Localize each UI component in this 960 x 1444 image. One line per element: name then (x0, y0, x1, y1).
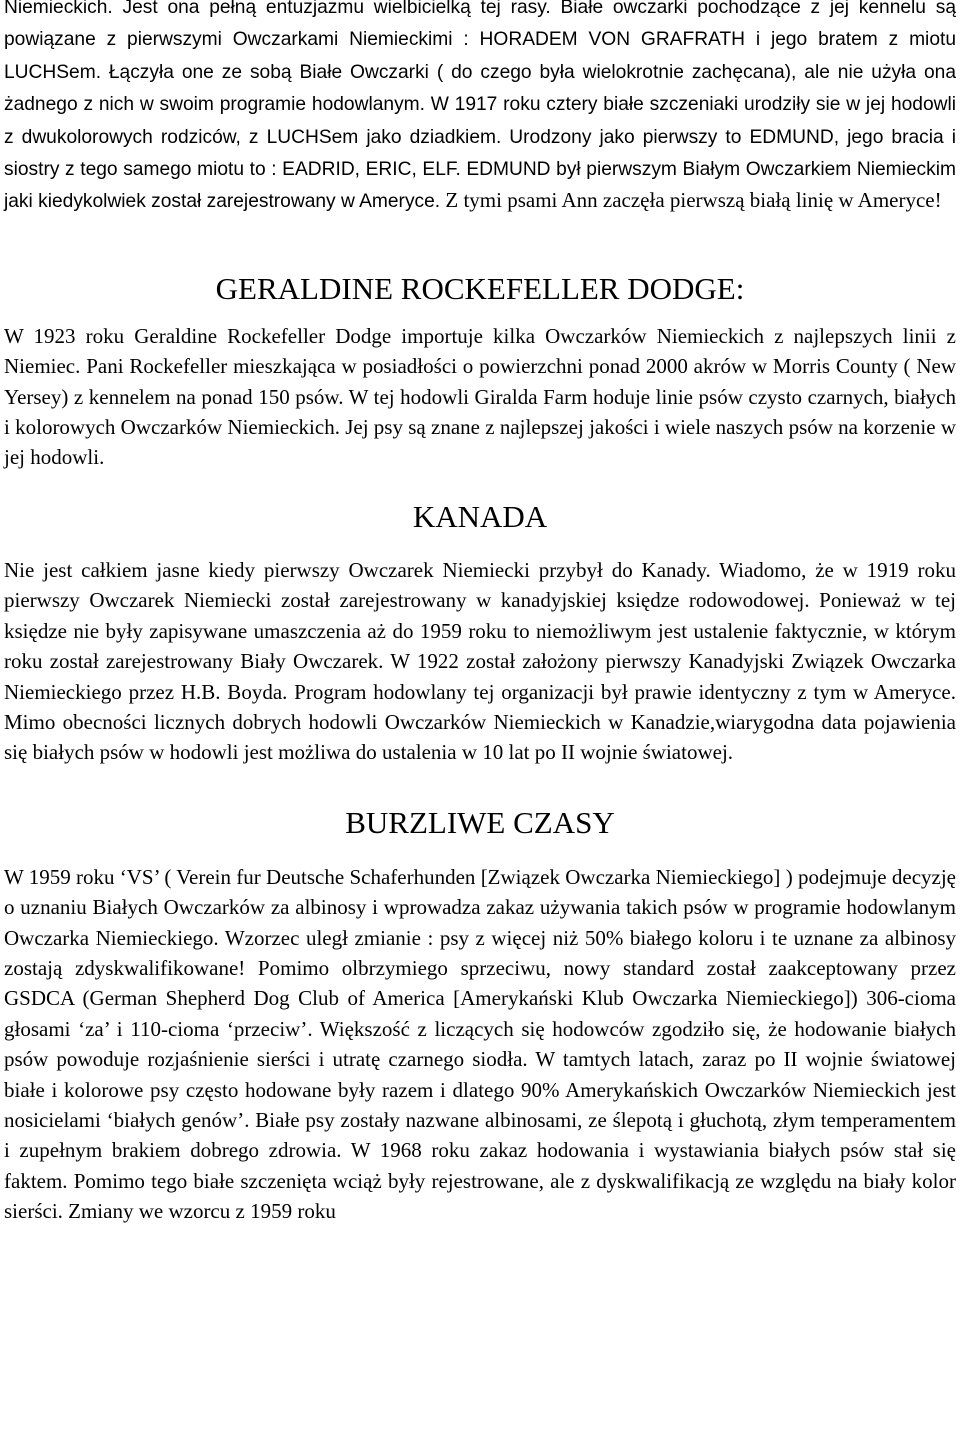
paragraph-burzliwe-czasy: W 1959 roku ‘VS’ ( Verein fur Deutsche Schaferhunden [Związek Owczarka Niemieckiego] ) podejmuje decyzję o uznaniu Białych Owczarków za albinosy i wprowadza zakaz używania takich psów w programie hodowlanym Owczarka Niemieckiego. Wzorzec uległ zmianie : psy z więcej niż 50% białego koloru i te uznane za albinosy zostają zdyskwalifikowane! Pomimo olbrzymiego sprzeciwu, nowy standard został zaakceptowany przez GSDCA (German Shepherd Dog Club of America [Amerykański Klub Owczarka Niemieckiego]) 306-cioma głosami ‘za’ i 110-cioma ‘przeciw’. Większość z liczących się hodowców zgodziło się, że hodowanie białych psów powoduje rozjaśnienie sierści i utratę czarnego siodła. W tamtych latach, zaraz po II wojnie światowej białe i kolorowe psy często hodowane były razem i dlatego 90% Amerykańskich Owczarków Niemieckich jest nosicielami ‘białych genów’. Białe psy zostały nazwane albinosami, ze ślepotą i głuchotą, złym temperamentem i zupełnym brakiem dobrego zdrowia. W 1968 roku zakaz hodowania i wystawiania białych psów stał się faktem. Pomimo tego białe szczenięta wciąż były rejestrowane, ale z dyskwalifikacją ze względu na biały kolor sierści. Zmiany we wzorcu z 1959 roku (4, 864, 956, 1224)
intro-paragraph (4, 0, 956, 218)
paragraph-kanada: Nie jest całkiem jasne kiedy pierwszy Owczarek Niemiecki przybył do Kanady. Wiadomo, że w 1919 roku pierwszy Owczarek Niemiecki został zarejestrowany w kanadyjskiej księdze rodowodowej. Ponieważ w tej księdze nie były zapisywane umaszczenia aż do 1959 roku to niemożliwym jest ustalenie faktycznie, w którym roku został zarejestrowany Biały Owczarek. W 1922 został założony pierwszy Kanadyjski Związek Owczarka Niemieckiego przez H.B. Boyda. Program hodowlany tej organizacji był prawie identyczny z tym w Ameryce. Mimo obecności licznych dobrych hodowli Owczarków Niemieckich w Kanadzie,wiarygodna data pojawienia się białych psów w hodowli jest możliwa do ustalenia w 10 lat po II wojnie światowej. (4, 557, 956, 765)
heading-geraldine: GERALDINE ROCKEFELLER DODGE: (215, 270, 745, 306)
intro-sentence-3: W 1917 roku cztery białe szczeniaki urodziły sie w jej hodowli z dwukolorowych rodziców, z LUCHSem jako dziadkiem. (4, 94, 957, 148)
document-page (4, 0, 956, 1227)
intro-sentence-5: EDMUND był pierwszym Białym Owczarkiem Niemieckim jaki kiedykolwiek został zarejestrowany w Ameryce. (4, 159, 956, 213)
paragraph-geraldine: W 1923 roku Geraldine Rockefeller Dodge importuje kilka Owczarków Niemieckich z najlepszych linii z Niemiec. Pani Rockefeller mieszkająca w posiadłości o powierzchni ponad 2000 akrów w Morris County ( New Yersey) z kennelem na ponad 150 psów. W tej hodowli Giralda Farm hoduje linie psów czysto czarnych, białych i kolorowych Owczarków Niemieckich. Jej psy są znane z najlepszej jakości i wiele naszych psów na korzenie w jej hodowli. (4, 323, 956, 470)
heading-burzliwe-czasy: BURZLIWE CZASY (345, 804, 615, 840)
intro-sentence-1: Niemieckich. Jest ona pełną entuzjazmu wielbicielką tej rasy. Białe owczarki pochodzące z jej kennelu są powiązane z pierwszymi Owczarkami Niemieckimi : HORADEM VON GRAFRATH i jego bratem z miotu LUCHSem. (4, 0, 956, 83)
heading-kanada: KANADA (412, 498, 548, 534)
intro-sentence-6: Z tymi psami Ann zaczęła pierwszą białą linię w Ameryce! (445, 188, 942, 213)
intro-sentence-2: Łączyła one ze sobą Białe Owczarki ( do czego była wielokrotnie zachęcana), ale nie użyła ona żadnego z nich w swoim programie hodowlanym. (4, 61, 957, 116)
intro-sentence-4: Urodzony jako pierwszy to EDMUND, jego bracia i siostry z tego samego miotu to : EADRID, ERIC, ELF. (4, 126, 957, 181)
